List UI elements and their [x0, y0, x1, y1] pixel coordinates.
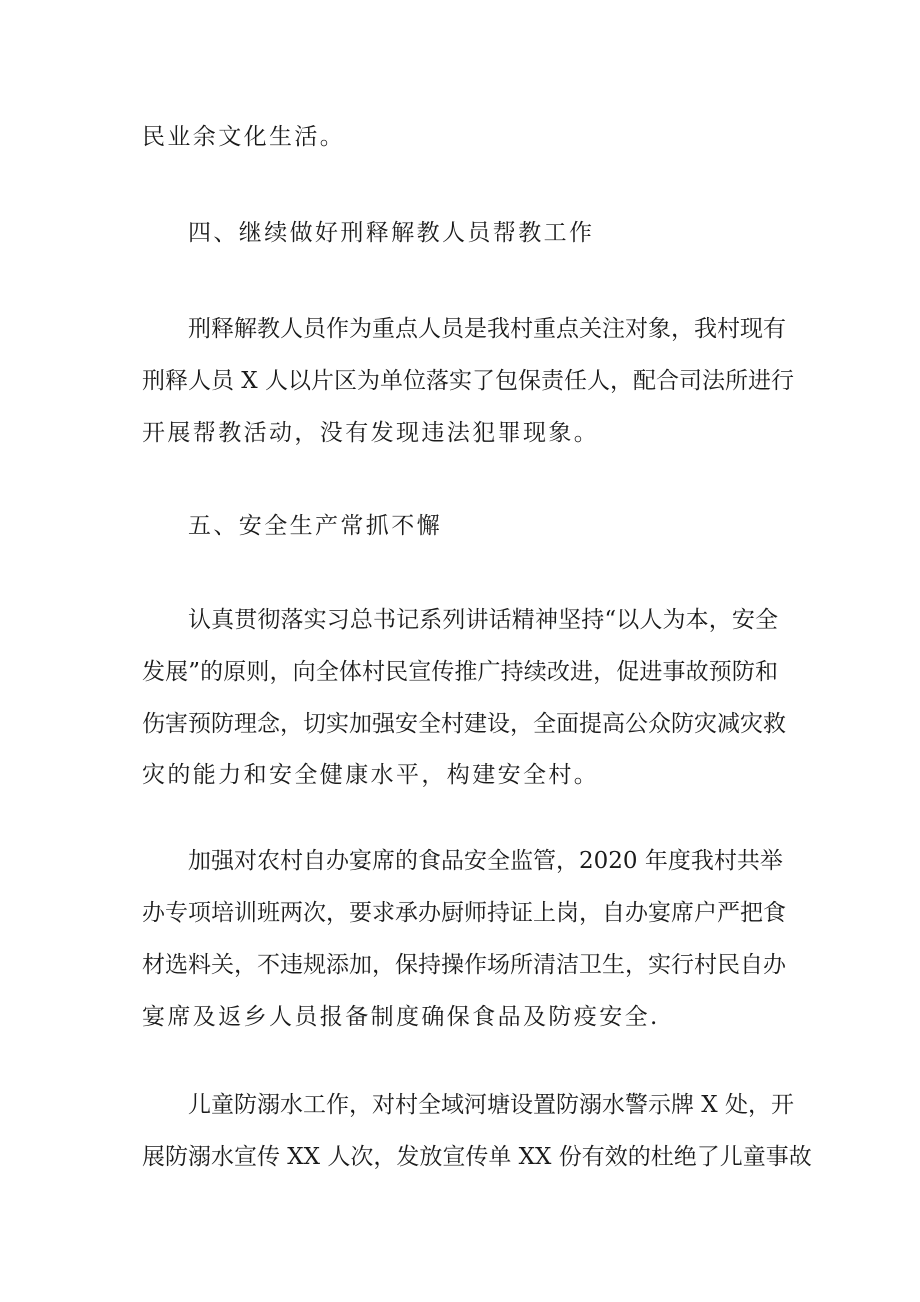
- paragraph-line: 开展帮教活动，没有发现违法犯罪现象。: [142, 420, 600, 446]
- paragraph-line: 展防溺水宣传 XX 人次，发放宣传单 XX 份有效的杜绝了儿童事故: [142, 1144, 812, 1170]
- paragraph-line: 加强对农村自办宴席的食品安全监管，2020 年度我村共举: [188, 848, 783, 874]
- paragraph-line: 刑释人员 X 人以片区为单位落实了包保责任人，配合司法所进行: [142, 368, 794, 394]
- paragraph-line: 伤害预防理念，切实加强安全村建设，全面提高公众防灾减灾救: [142, 711, 786, 737]
- section-heading-4: 四、继续做好刑释解教人员帮教工作: [188, 220, 595, 246]
- paragraph-line: 儿童防溺水工作，对村全域河塘设置防溺水警示牌 X 处，开: [188, 1092, 794, 1118]
- paragraph-continuation-line: 民业余文化生活。: [142, 124, 346, 150]
- paragraph-line: 灾的能力和安全健康水平，构建安全村。: [142, 762, 600, 788]
- paragraph-line: 办专项培训班两次，要求承办厨师持证上岗，自办宴席户严把食: [142, 900, 786, 926]
- paragraph-line: 认真贯彻落实习总书记系列讲话精神坚持“以人为本，安全: [188, 607, 778, 633]
- paragraph-line: 发展”的原则，向全体村民宣传推广持续改进，促进事故预防和: [142, 659, 778, 685]
- paragraph-line: 刑释解教人员作为重点人员是我村重点关注对象，我村现有: [188, 316, 786, 342]
- paragraph-line: 材选料关，不违规添加，保持操作场所清洁卫生，实行村民自办: [142, 952, 786, 978]
- section-heading-5: 五、安全生产常抓不懈: [188, 513, 442, 539]
- paragraph-line: 宴席及返乡人员报备制度确保食品及防疫安全.: [142, 1004, 660, 1030]
